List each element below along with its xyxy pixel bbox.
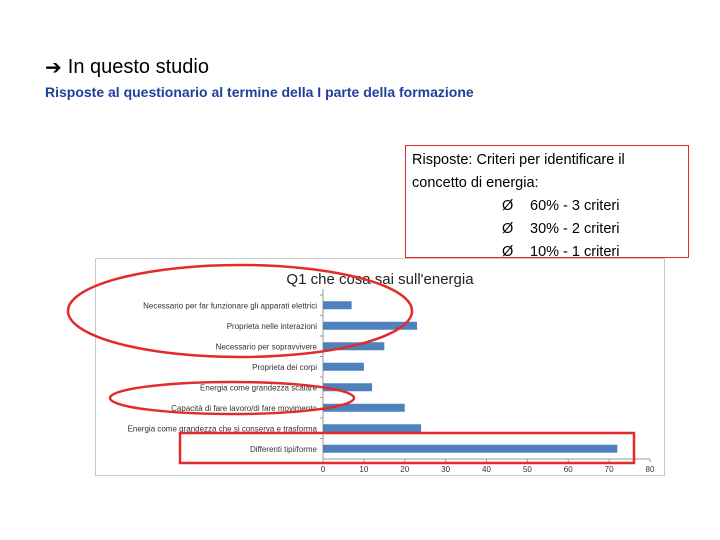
value-tick-label: 50 [522,465,532,474]
bar-chart [95,258,665,476]
arrow-bullet-icon: Ø [502,221,514,237]
bar [323,322,417,330]
value-tick-label: 0 [320,465,326,474]
slide-heading-text: In questo studio [67,56,209,78]
category-label: Energia come grandezza che si conserva e trasforma [127,424,317,434]
answer-item [412,218,682,241]
bar [323,424,421,432]
category-label: Energia come grandezza scalare [200,383,317,393]
slide-heading [45,55,209,80]
value-tick-label: 40 [482,465,491,474]
arrow-bullet-icon: Ø [502,244,514,260]
category-label: Differenti tipi/forme [250,444,317,454]
value-tick-label: 70 [604,465,614,474]
answer-item-text: 30% - 2 criteri [530,221,620,237]
value-tick-label: 30 [441,465,451,474]
answer-item-text: 10% - 1 criteri [530,244,620,260]
bar [323,404,405,412]
value-tick-label: 10 [359,465,369,474]
answer-item-text: 60% - 3 criteri [530,198,620,214]
answers-line-1: Risposte: Criteri per identificare il [412,152,625,168]
answers-box [405,145,689,258]
bar [323,383,372,391]
category-label: Proprieta nelle interazioni [226,321,317,331]
bar [323,363,364,371]
answer-item [412,195,682,218]
category-label: Proprieta dei corpi [252,362,317,372]
category-label: Necessario per sopravvivere [215,342,317,352]
bar [323,342,384,350]
value-tick-label: 20 [400,465,410,474]
answers-line-2: concetto di energia: [412,175,539,191]
right-arrow-icon: ➔ [45,57,62,79]
answer-item [412,241,682,264]
bar [323,445,617,453]
value-tick-label: 80 [645,465,655,474]
chart-title: Q1 che cosa sai sull'energia [286,271,474,288]
slide-subheading: Risposte al questionario al termine della I parte della formazione [45,84,474,100]
category-label: Capacità di fare lavoro/di fare movimento [171,403,317,413]
category-label: Necessario per far funzionare gli apparati elettrici [143,301,317,311]
value-tick-label: 60 [563,465,573,474]
bar [323,301,352,309]
arrow-bullet-icon: Ø [502,198,514,214]
